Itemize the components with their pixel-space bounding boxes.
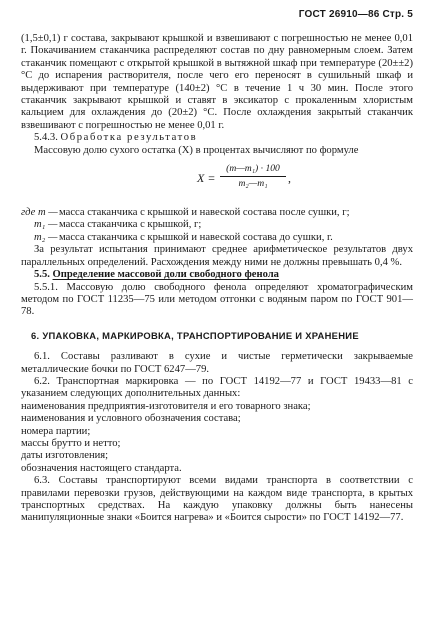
definition-text: масса стаканчика с крышкой и навеской состава до сушки, г.	[59, 231, 333, 243]
definition-symbol: m₁ —	[34, 219, 58, 231]
section-title: Определение массовой доли свободного фенола	[52, 269, 279, 281]
document-body	[21, 33, 413, 525]
formula-lhs: X =	[197, 171, 216, 186]
definition-text: масса стаканчика с крышкой, г;	[59, 219, 202, 231]
formula-denominator: m₂—m₁	[238, 178, 268, 190]
formula-fraction	[220, 163, 286, 191]
definition-m2	[21, 232, 413, 244]
paragraph-result: За результат испытания принимают среднее арифметическое результатов двух параллельных определений. Расхождения между ними не должны превышать 0,4 %.	[21, 244, 413, 268]
list-item: массы брутто и нетто;	[21, 437, 121, 449]
paragraph-6-2: 6.2. Транспортная маркировка — по ГОСТ 14192—77 и ГОСТ 19433—81 с указанием следующих дополнительных данных:	[21, 375, 413, 400]
list-item: наименования и условного обозначения состава;	[21, 413, 241, 425]
definition-m1	[21, 219, 413, 231]
list-item: обозначения настоящего стандарта.	[21, 462, 182, 474]
definition-symbol: где m —	[21, 207, 58, 219]
section-6-heading: 6. УПАКОВКА, МАРКИРОВКА, ТРАНСПОРТИРОВАНИЕ И ХРАНЕНИЕ	[31, 329, 359, 341]
paragraph-6-1: 6.1. Составы разливают в сухие и чистые герметически закрываемые металлические бочки по ГОСТ 6247—79.	[21, 351, 413, 375]
formula-dry-residue	[21, 160, 413, 204]
section-title: Обработка результатов	[60, 132, 198, 144]
paragraph-5-5-1: 5.5.1. Массовую долю свободного фенола определяют хроматографическим методом по ГОСТ 11235—75 или методом отгонки с водяным паром по ГОСТ 901—78.	[21, 281, 413, 318]
section-number: 5.4.3.	[34, 132, 58, 144]
paragraph-6-3: 6.3. Составы транспортируют всеми видами транспорта в соответствии с правилами перевозки грузов, действующими на каждом виде транспорта, в крытых транспортных средствах. На каждую упаковку должны быть нанесены манипуляционные знаки «Боится нагрева» и «Боится сырости» по ГОСТ 14192—77.	[21, 475, 413, 524]
formula-numerator: (m—m₁) · 100	[220, 163, 286, 177]
paragraph-drying-procedure: (1,5±0,1) г состава, закрывают крышкой и взвешивают с погрешностью не менее 0,01 г. Покачиванием стаканчика распределяют состав по дну равномерным слоем. Затем стаканчик помещают с открытой крышкой в вытяжной шкаф при температуре (20±±2) °С до испарения растворителя, после чего его переносят в сушильный шкаф и выдерживают при температуре (140±2) °С в течение 1 ч 30 мин. После этого стаканчик закрывают крышкой и ставят в эксикатор с прокаленным хлористым кальцием для охлаждения до (20±2) °С. После охлаждения закрытый стаканчик взвешивают с погрешностью не менее 0,01 г.	[21, 33, 413, 131]
list-item: даты изготовления;	[21, 450, 109, 462]
paragraph-formula-intro: Массовую долю сухого остатка (X) в процентах вычисляют по формуле	[34, 144, 359, 156]
definition-symbol: m₂ —	[34, 231, 58, 243]
list-item: наименования предприятия-изготовителя и его товарного знака;	[21, 400, 311, 412]
definition-m	[21, 207, 413, 219]
formula-trail: ,	[288, 171, 291, 186]
page-header: ГОСТ 26910—86 Стр. 5	[298, 9, 413, 20]
marking-list	[21, 401, 413, 475]
list-item: номера партии;	[21, 425, 91, 437]
section-5-5-heading	[21, 269, 413, 281]
section-number: 5.5.	[34, 269, 50, 281]
definition-text: масса стаканчика с крышкой и навеской состава после сушки, г;	[59, 207, 350, 219]
section-5-4-3-heading	[21, 132, 413, 144]
